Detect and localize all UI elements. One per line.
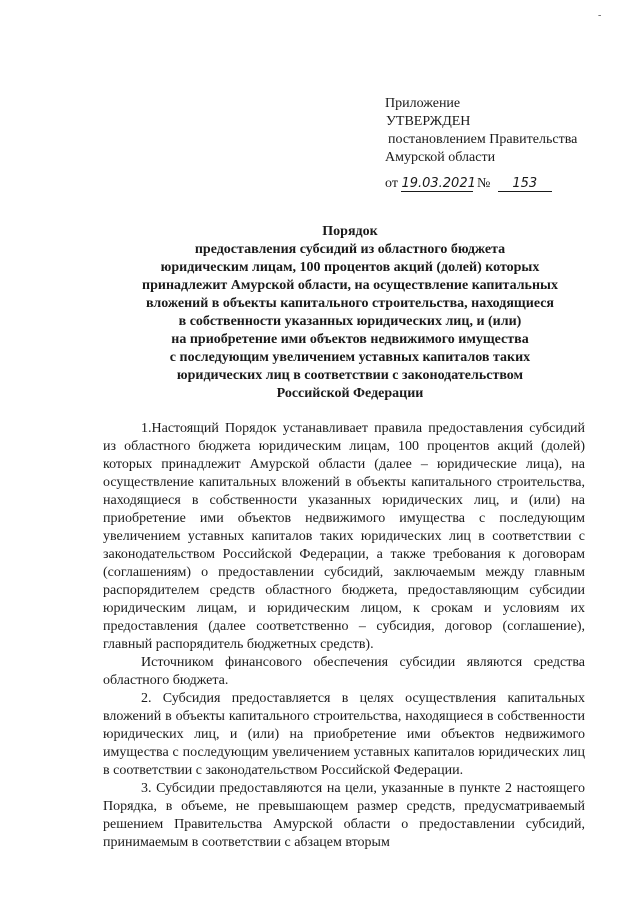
approval-date-line <box>385 175 625 193</box>
paragraph-2: 2. Субсидия предоставляется в целях осуществления капитальных вложений в объекты капитального строительства, находящиеся в собственности юридических лиц, и (или) на приобретение ими объектов недвижимого имущества с последующим увеличением уставных капиталов юридических лиц в соответствии с законодательством Российской Федерации. <box>103 691 585 778</box>
handwritten-number: 153 <box>498 177 552 192</box>
paragraph-3: 3. Субсидии предоставляются на цели, указанные в пункте 2 настоящего Порядка, в объеме, не превышающем размер средств, предусматриваемый решением Правительства Амурской области о предоставлении субсидий, принимаемым в соответствии с абзацем вторым <box>103 781 585 850</box>
approval-approved-label: УТВЕРЖДЕН <box>386 114 471 129</box>
title-line: с последующим увеличением уставных капиталов таких <box>169 350 531 365</box>
approval-resolution-line: постановлением Правительства <box>388 132 578 147</box>
paragraph-1: 1.Настоящий Порядок устанавливает правила предоставления субсидий из областного бюджета юридическим лицам, 100 процентов акций (долей) которых принадлежит Амурской области (далее – юридические лица), на осуществление капитальных вложений в объекты капитального строительства, находящиеся в собственности указанных юридических лиц, и (или) на приобретение ими объектов недвижимого имущества с последующим увеличением уставных капиталов таких юридических лиц в соответствии с законодательством Российской Федерации, а также требования к договорам (соглашениям) о предоставлении субсидий, заключаемым между главным распорядителем средств областного бюджета, предоставляющим субсидии юридическим лицам, и юридическим лицом, к срокам и условиям их предоставления (далее соответственно – субсидия, договор (соглашение), главный распорядитель бюджетных средств). <box>103 421 585 652</box>
corner-mark: - <box>598 10 602 21</box>
approval-appendix-label: Приложение <box>385 96 461 111</box>
document-body <box>103 420 585 852</box>
approval-block <box>385 95 625 193</box>
title-line: юридическим лицам, 100 процентов акций (долей) которых <box>160 260 540 275</box>
handwritten-date: 19.03.2021 <box>401 176 476 191</box>
number-prefix: № <box>476 176 491 191</box>
title-line: на приобретение ими объектов недвижимого имущества <box>171 332 529 347</box>
date-prefix: от <box>385 176 398 191</box>
title-line: юридических лиц в соответствии с законодательством <box>176 368 524 383</box>
approval-region-line: Амурской области <box>385 150 496 165</box>
title-line: вложений в объекты капитального строительства, находящиеся <box>146 296 554 311</box>
document-title <box>100 223 600 403</box>
title-line: предоставления субсидий из областного бюджета <box>194 242 506 257</box>
title-line: Российской Федерации <box>276 386 424 401</box>
paragraph-funding-source: Источником финансового обеспечения субсидии являются средства областного бюджета. <box>103 655 585 688</box>
title-line: принадлежит Амурской области, на осуществление капитальных <box>142 278 558 293</box>
title-line: в собственности указанных юридических лиц, и (или) <box>178 314 522 329</box>
title-heading: Порядок <box>322 224 378 239</box>
